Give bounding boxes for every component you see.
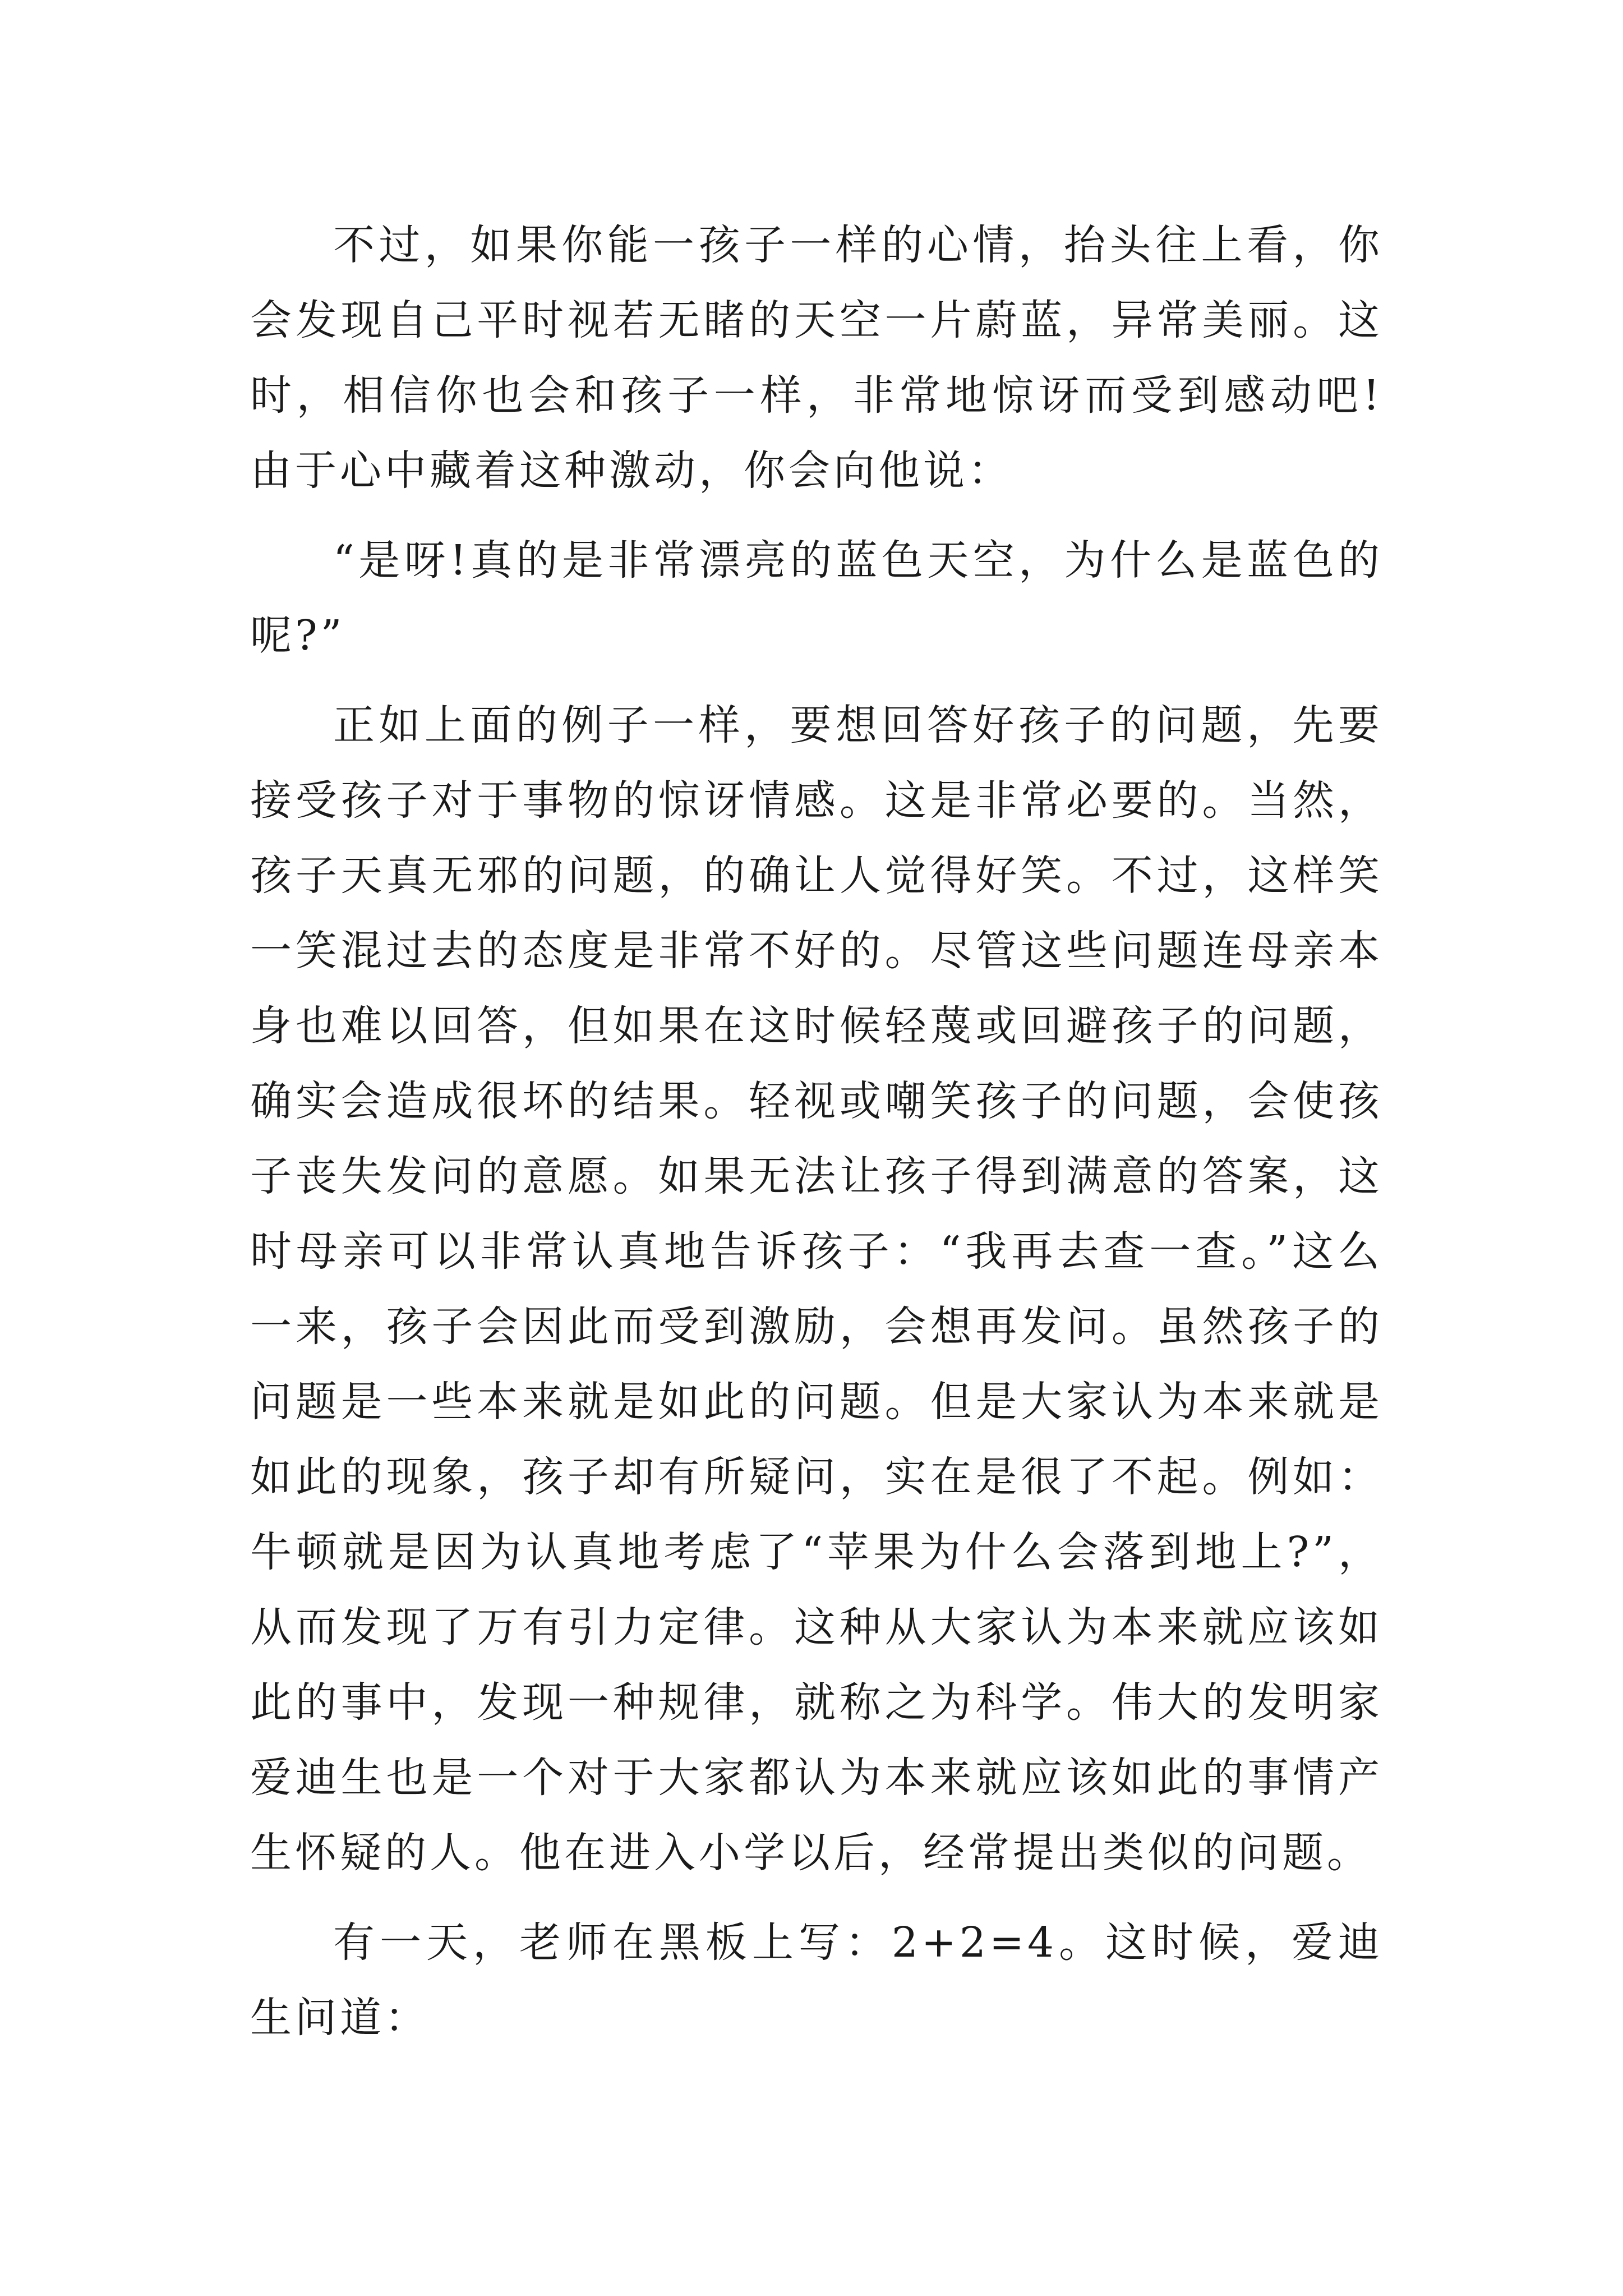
body-text bbox=[250, 208, 1383, 2055]
paragraph-1: 不过，如果你能一孩子一样的心情，抬头往上看，你会发现自己平时视若无睹的天空一片蔚蓝，异常美丽。这时，相信你也会和孩子一样，非常地惊讶而受到感动吧!由于心中藏着这种激动，你会向他说： bbox=[250, 221, 1383, 495]
paragraph-4: 有一天，老师在黑板上写：2+2=4。这时候，爱迪生问道： bbox=[250, 1918, 1383, 2042]
paragraph-3: 正如上面的例子一样，要想回答好孩子的问题，先要接受孩子对于事物的惊讶情感。这是非常必要的。当然，孩子天真无邪的问题，的确让人觉得好笑。不过，这样笑一笑混过去的态度是非常不好的。尽管这些问题连母亲本身也难以回答，但如果在这时候轻蔑或回避孩子的问题，确实会造成很坏的结果。轻视或嘲笑孩子的问题，会使孩子丧失发问的意愿。如果无法让孩子得到满意的答案，这时母亲可以非常认真地告诉孩子：“我再去查一查。”这么一来，孩子会因此而受到激励，会想再发问。虽然孩子的问题是一些本来就是如此的问题。但是大家认为本来就是如此的现象，孩子却有所疑问，实在是很了不起。例如：牛顿就是因为认真地考虑了“苹果为什么会落到地上?”，从而发现了万有引力定律。这种从大家认为本来就应该如此的事中，发现一种规律，就称之为科学。伟大的发明家爱迪生也是一个对于大家都认为本来就应该如此的事情产生怀疑的人。他在进入小学以后，经常提出类似的问题。 bbox=[250, 701, 1383, 1877]
paragraph-2-quote: “是呀!真的是非常漂亮的蓝色天空，为什么是蓝色的呢?” bbox=[250, 536, 1383, 660]
